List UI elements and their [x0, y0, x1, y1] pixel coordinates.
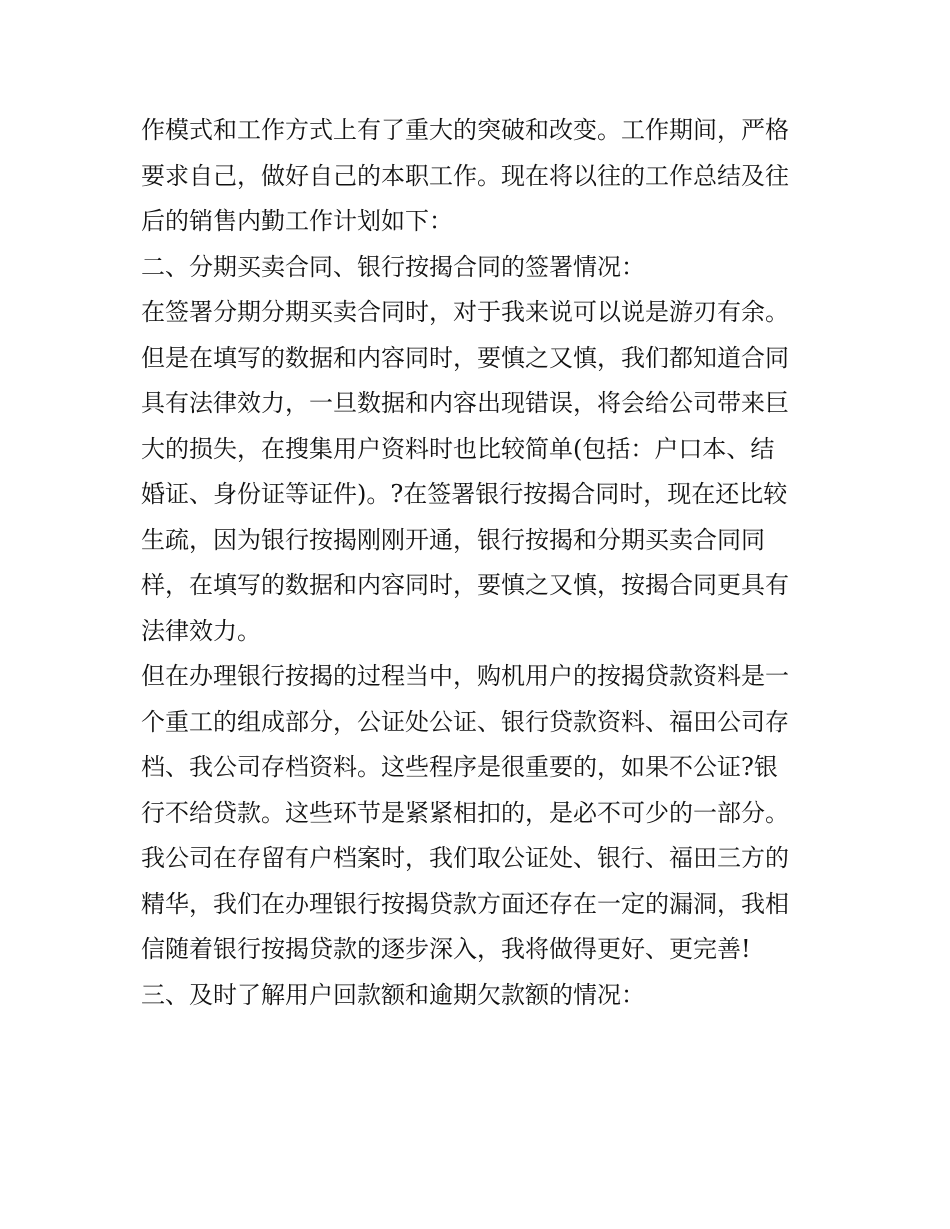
section-heading: 三、及时了解用户回款额和逾期欠款额的情况： — [141, 980, 645, 1009]
text-line: 具有法律效力，一旦数据和内容出现错误，将会给公司带来巨 — [141, 389, 789, 417]
text-line: 样，在填写的数据和内容同时，要慎之又慎，按揭合同更具有 — [141, 571, 789, 599]
text-line: 但在办理银行按揭的过程当中，购机用户的按揭贷款资料是一 — [141, 662, 789, 690]
text-line: 要求自己，做好自己的本职工作。现在将以往的工作总结及往 — [141, 161, 789, 190]
text-line: 行不给贷款。这些环节是紧紧相扣的，是必不可少的一部分。 — [141, 798, 789, 827]
text-line: 婚证、身份证等证件)。?在签署银行按揭合同时，现在还比较 — [141, 480, 788, 508]
text-line: 在签署分期分期买卖合同时，对于我来说可以说是游刃有余。 — [141, 298, 789, 326]
text-line: 精华，我们在办理银行按揭贷款方面还存在一定的漏洞，我相 — [141, 889, 789, 918]
text-line: 档、我公司存档资料。这些程序是很重要的，如果不公证?银 — [141, 753, 778, 781]
text-line: 法律效力。 — [141, 616, 261, 645]
section-heading: 二、分期买卖合同、银行按揭合同的签署情况： — [141, 252, 645, 281]
text-line: 个重工的组成部分，公证处公证、银行贷款资料、福田公司存 — [141, 707, 789, 736]
text-line: 后的销售内勤工作计划如下： — [141, 207, 453, 235]
text-line: 但是在填写的数据和内容同时，要慎之又慎，我们都知道合同 — [141, 343, 789, 372]
document-body — [141, 108, 821, 1018]
text-line: 信随着银行按揭贷款的逐步深入，我将做得更好、更完善! — [141, 935, 751, 963]
text-line: 作模式和工作方式上有了重大的突破和改变。工作期间，严格 — [141, 116, 789, 144]
text-line: 大的损失，在搜集用户资料时也比较简单(包括：户口本、结 — [141, 434, 775, 463]
text-line: 我公司在存留有户档案时，我们取公证处、银行、福田三方的 — [141, 844, 789, 872]
text-line: 生疏，因为银行按揭刚刚开通，银行按揭和分期买卖合同同 — [141, 525, 765, 554]
